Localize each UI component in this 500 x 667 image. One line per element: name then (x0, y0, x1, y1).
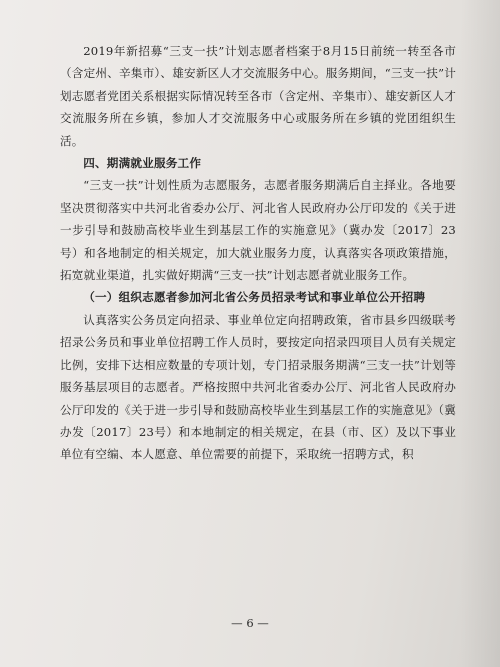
paragraph-archive-transfer: 2019年新招募“三支一扶”计划志愿者档案于8月15日前统一转至各市（含定州、辛集市）、雄安新区人才交流服务中心。服务期间，“三支一扶”计划志愿者党团关系根据实际情况转至各市（含定州、辛集市）、雄安新区人才交流服务所在乡镇，参加人才交流服务中心或服务所在乡镇的党团组织生活。 (60, 44, 456, 148)
paragraph-employment-policy: “三支一扶”计划性质为志愿服务，志愿者服务期满后自主择业。各地要坚决贯彻落实中共河北省委办公厅、河北省人民政府办公厅印发的《关于进一步引导和鼓励高校毕业生到基层工作的实施意见》（冀办发〔2017〕23号）和各地制定的相关规定，加大就业服务力度，认真落实各项政策措施，拓宽就业渠道，扎实做好期满“三支一扶”计划志愿者就业服务工作。 (60, 178, 456, 283)
section-heading-employment-service: 四、期满就业服务工作 (83, 156, 202, 171)
paragraph-targeted-recruitment: 认真落实公务员定向招录、事业单位定向招聘政策，省市县乡四级联考招录公务员和事业单位招聘工作人员时，要按定向招录四项目人员有关规定比例，安排下达相应数量的专项计划，专门招录服务期满“三支一扶”计划等服务基层项目的志愿者。严格按照中共河北省委办公厅、河北省人民政府办公厅印发的《关于进一步引导和鼓励高校毕业生到基层工作的实施意见》（冀办发〔2017〕23号）和本地制定的相关规定，在县（市、区）及以下事业单位有空编、本人愿意、单位需要的前提下，采取统一招聘方式，积 (60, 312, 456, 462)
page-number: — 6 — (231, 616, 269, 630)
document-body (60, 40, 456, 466)
page-edge-shadow (460, 0, 500, 667)
subsection-heading-civil-service-exam: （一）组织志愿者参加河北省公务员招录考试和事业单位公开招聘 (83, 290, 426, 305)
